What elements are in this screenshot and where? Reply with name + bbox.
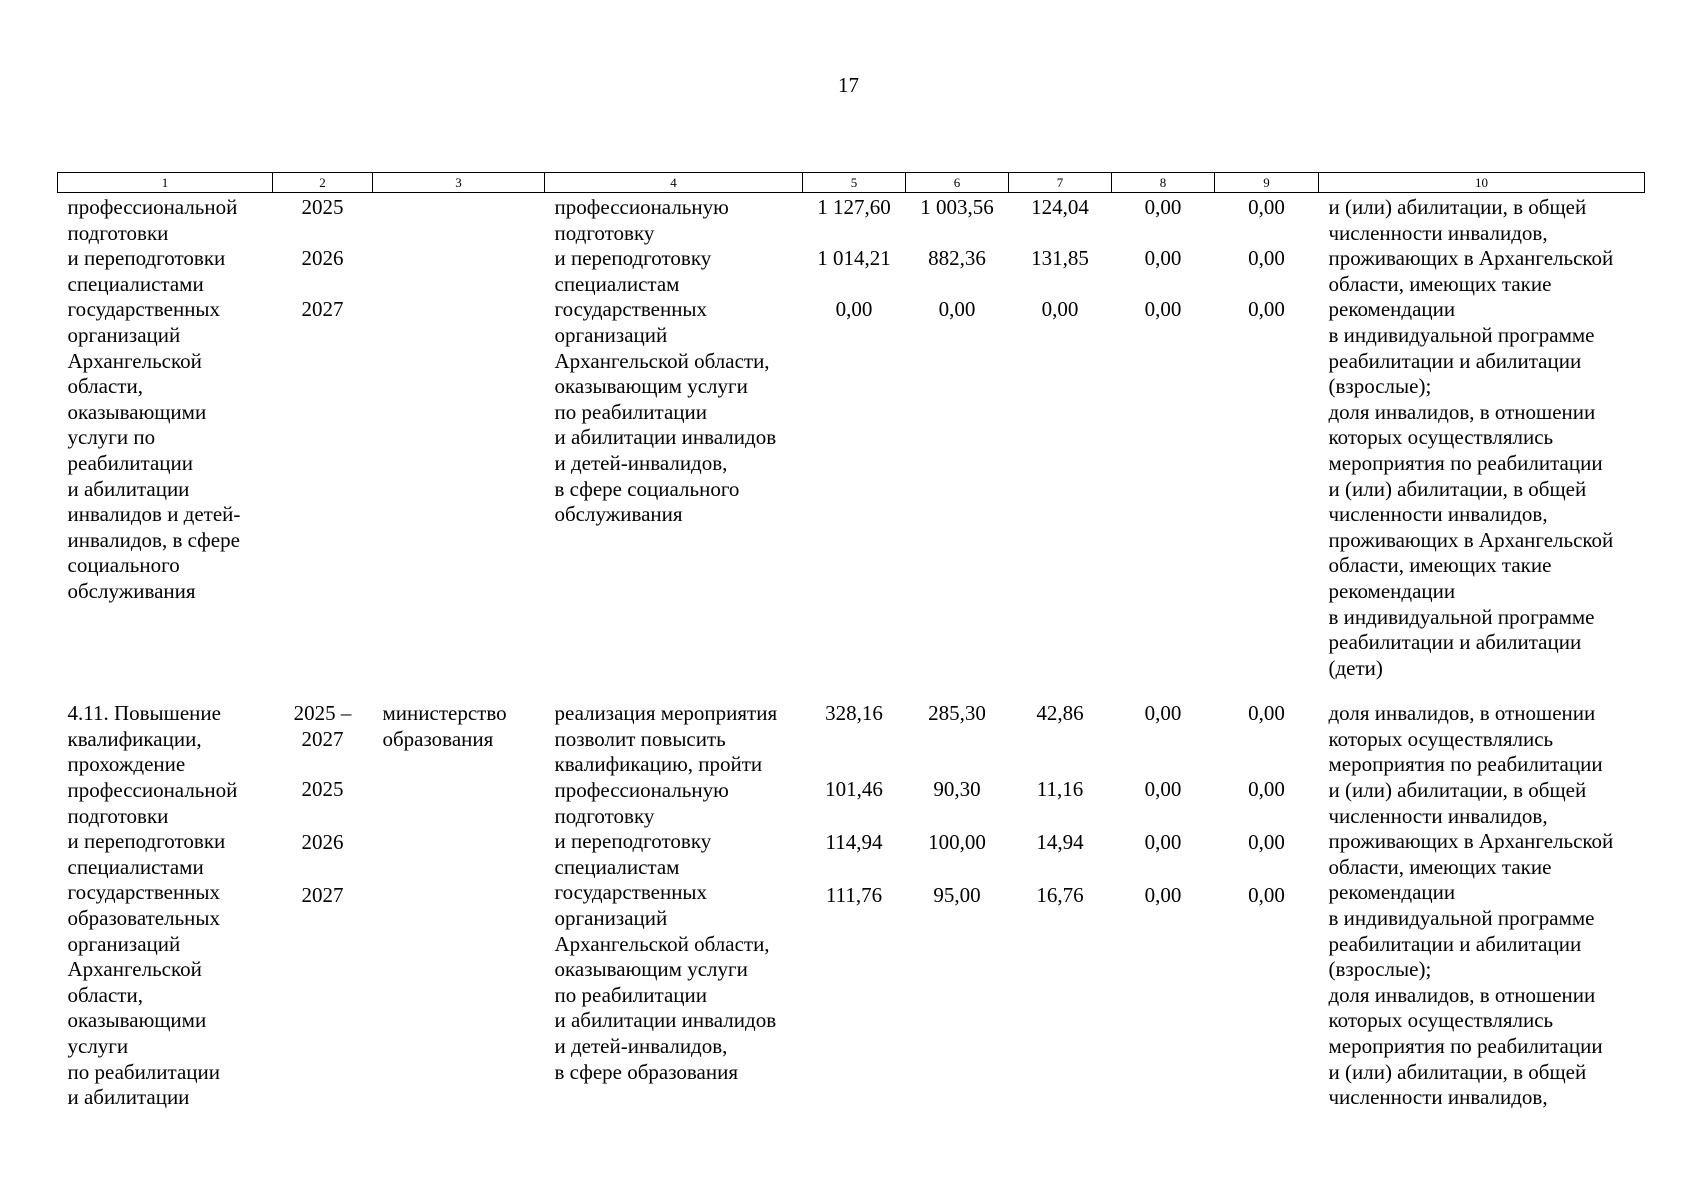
header-col-8: 8 bbox=[1112, 173, 1215, 193]
amount-value: 16,76 bbox=[1036, 883, 1084, 908]
header-col-3: 3 bbox=[373, 173, 545, 193]
amount-value: 42,86 bbox=[1036, 701, 1084, 726]
page-number: 17 bbox=[838, 73, 859, 97]
header-col-2: 2 bbox=[273, 173, 373, 193]
year-value: 2026 bbox=[301, 246, 344, 270]
amount-value: 0,00 bbox=[1248, 777, 1285, 802]
year-value: 2026 bbox=[301, 830, 344, 855]
amount-value: 0,00 bbox=[1041, 297, 1079, 321]
amount-value: 0,00 bbox=[1248, 830, 1285, 855]
amount-total bbox=[803, 681, 906, 1111]
amount-col8 bbox=[1112, 681, 1215, 1111]
header-col-6: 6 bbox=[906, 173, 1009, 193]
year-cell bbox=[273, 681, 373, 1111]
amount-value: 0,00 bbox=[1144, 830, 1182, 855]
amount-value: 14,94 bbox=[1036, 830, 1084, 855]
amount-value: 0,00 bbox=[1144, 883, 1182, 908]
amount-value: 0,00 bbox=[1144, 195, 1182, 219]
amount-value: 131,85 bbox=[1031, 246, 1089, 270]
amount-value: 0,00 bbox=[1144, 297, 1182, 321]
year-value: 2027 bbox=[301, 883, 344, 908]
amount-value: 0,00 bbox=[938, 297, 976, 321]
year-value: 2025 bbox=[301, 195, 344, 219]
amount-col9 bbox=[1215, 193, 1319, 682]
header-col-4: 4 bbox=[545, 173, 803, 193]
table-row bbox=[58, 681, 1645, 1111]
header-col-5: 5 bbox=[803, 173, 906, 193]
target-indicator: и (или) абилитации, в общей численности инвалидов, проживающих в Архангельской области, имеющих такие рекомендации в индивидуальной программе реабилитации и абилитации (взрослые); доля инвалидов, в отношении которых осуществлялись мероприятия по реабилитации и (или) абилитации, в общей численности инвалидов, проживающих в Архангельской области, имеющих такие рекомендации в индивидуальной программе реабилитации и абилитации (дети) bbox=[1328, 195, 1614, 680]
amount-value: 114,94 bbox=[825, 830, 883, 855]
amount-value: 1 014,21 bbox=[817, 246, 891, 270]
measure-description: профессиональную подготовку и переподготовку специалистам государственных организаций Архангельской области, оказывающим услуги по реабилитации и абилитации инвалидов и детей-инвалидов, в сфере социального обслуживания bbox=[554, 195, 777, 527]
amount-value: 0,00 bbox=[1248, 246, 1285, 270]
amount-value: 0,00 bbox=[1144, 777, 1182, 802]
amount-value: 101,46 bbox=[825, 777, 883, 802]
amount-value: 95,00 bbox=[933, 883, 981, 908]
amount-col7 bbox=[1009, 681, 1112, 1111]
amount-value: 0,00 bbox=[835, 297, 873, 321]
column-number-header bbox=[58, 173, 1645, 193]
amount-value: 0,00 bbox=[1248, 883, 1285, 908]
target-indicator: доля инвалидов, в отношении которых осуществлялись мероприятия по реабилитации и (или) абилитации, в общей численности инвалидов, проживающих в Архангельской области, имеющих такие рекомендации в индивидуальной программе реабилитации и абилитации (взрослые); доля инвалидов, в отношении которых осуществлялись мероприятия по реабилитации и (или) абилитации, в общей численности инвалидов, bbox=[1328, 701, 1614, 1110]
amount-value: 0,00 bbox=[1248, 701, 1285, 726]
amount-value: 882,36 bbox=[928, 246, 986, 270]
header-col-10: 10 bbox=[1319, 173, 1645, 193]
amount-col6 bbox=[906, 681, 1009, 1111]
header-col-1: 1 bbox=[58, 173, 273, 193]
measure-name: профессиональной подготовки и переподготовки специалистами государственных организаций Архангельской области, оказывающими услуги по реабилитации и абилитации инвалидов и детей- инвалидов, в сфере социального обслуживания bbox=[67, 195, 241, 603]
measure-description: реализация мероприятия позволит повысить квалификацию, пройти профессиональную подготовку и переподготовку специалистам государственных организаций Архангельской области, оказывающим услуги по реабилитации и абилитации инвалидов и детей-инвалидов, в сфере образования bbox=[554, 701, 778, 1084]
amount-value: 0,00 bbox=[1144, 701, 1182, 726]
year-value: 2027 bbox=[301, 297, 344, 321]
amount-value: 0,00 bbox=[1248, 297, 1285, 321]
measure-name: 4.11. Повышение квалификации, прохождение профессиональной подготовки и переподготовки специалистами государственных образовательных организаций Архангельской области, оказывающими услуги по реабилитации и абилитации bbox=[67, 701, 238, 1110]
amount-value: 0,00 bbox=[1144, 246, 1182, 270]
amount-value: 285,30 bbox=[928, 701, 986, 726]
table-row bbox=[58, 193, 1645, 682]
header-col-7: 7 bbox=[1009, 173, 1112, 193]
amount-value: 124,04 bbox=[1031, 195, 1089, 219]
year-value: 2025 – 2027 bbox=[293, 701, 352, 751]
amount-value: 328,16 bbox=[825, 701, 883, 726]
amount-value: 90,30 bbox=[933, 777, 981, 802]
amount-value: 1 127,60 bbox=[817, 195, 891, 219]
amount-value: 1 003,56 bbox=[920, 195, 994, 219]
responsible-executor bbox=[373, 193, 545, 682]
amount-col7 bbox=[1009, 193, 1112, 682]
amount-col8 bbox=[1112, 193, 1215, 682]
responsible-executor: министерство образования bbox=[382, 701, 507, 751]
amount-total bbox=[803, 193, 906, 682]
amount-value: 11,16 bbox=[1036, 777, 1084, 802]
amount-col6 bbox=[906, 193, 1009, 682]
amount-value: 0,00 bbox=[1248, 195, 1285, 219]
amount-col9 bbox=[1215, 681, 1319, 1111]
header-col-9: 9 bbox=[1215, 173, 1319, 193]
program-table bbox=[57, 172, 1645, 1111]
amount-value: 111,76 bbox=[825, 883, 883, 908]
amount-value: 100,00 bbox=[928, 830, 986, 855]
year-cell bbox=[273, 193, 373, 682]
year-value: 2025 bbox=[301, 777, 344, 802]
